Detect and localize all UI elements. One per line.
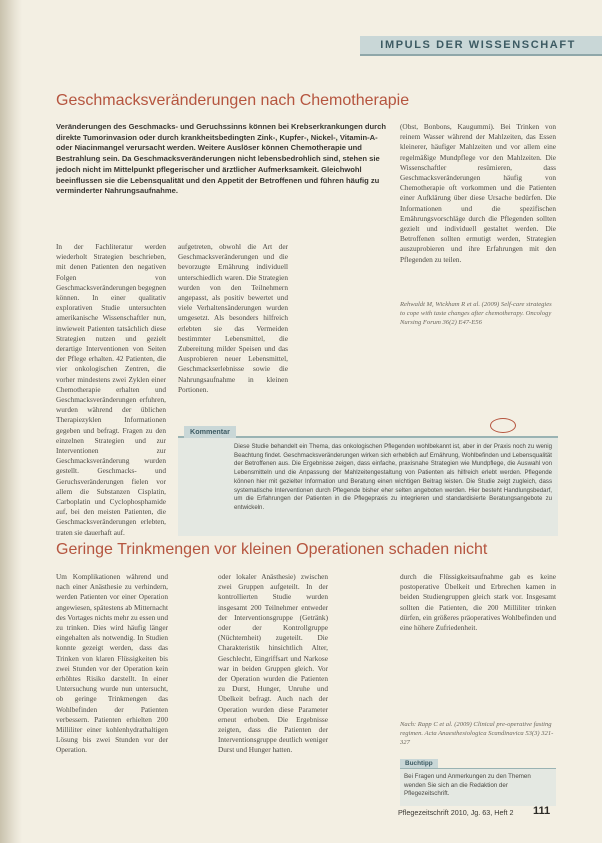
article1-lead: Veränderungen des Geschmacks- und Geruchssinns können bei Krebserkrankungen durch direkte Tumorinvasion oder durch krankheitsbedingten Zink-, Kupfer-, Nickel-, Vitamin-A- oder Niacinmangel verursacht werden. Weitere Auslöser können Chemotherapie und Bestrahlung sein. Da Geschmacksveränderungen nicht lebensbedrohlich sind, stehen sie jedoch nicht im Mittelpunkt pflegerischer und ärztlicher Aufmerksamkeit. Gleichwohl beeinflussen sie die Lebensqualität und den Appetit der Betroffenen und führen häufig zu verminderter Nahrungsaufnahme. <box>56 122 387 196</box>
article2-column-3: durch die Flüssigkeitsaufnahme gab es keine postoperative Übelkeit und Erbrechen kamen in beiden Studiengruppen gleich stark vor. Insgesamt sollten die Patienten, die 200 Milliliter trinken dürfen, ein größeres präoperatives Wohlbefinden und eine höhere Zufriedenheit. <box>400 572 556 633</box>
page-edge-shadow <box>0 0 22 843</box>
info-box-text: Bei Fragen und Anmerkungen zu den Themen wenden Sie sich an die Redaktion der Pflegezeitschrift. <box>404 773 531 798</box>
comment-label: Kommentar <box>184 426 236 438</box>
article1-column-3: (Obst, Bonbons, Kaugummi). Bei Trinken von reinem Wasser während der Mahlzeiten, das Essen kleinerer, häufiger Mahlzeiten und vor allem eine regelmäßige Mundpflege vor den Mahlzeiten. Die Wissenschaftler resümieren, dass Geschmacksveränderungen häufig von Chemotherapie oft vorkommen und die Patienten einer Aufklärung über diese Ursache bedürfen. Die Informationen und die spezifischen Ernährungsvorschläge durch die Pflegenden sollten gezielt und individuell gestaltet werden. Die Betroffenen sollten ermutigt werden, Strategien auszuprobieren und ihre Erfahrungen mit den Pflegenden zu teilen. <box>400 122 556 264</box>
article1-column-1: In der Fachliteratur werden wiederholt Strategien beschrieben, mit denen Patienten den negativen Folgen von Geschmacksveränderungen begegnen können. In einer qualitativ explorativen Studie untersuchten amerikanische Wissenschaftler nun, inwieweit Patienten tatsächlich diese Strategien nutzen und gezielt derartige Interventionen von Seiten der Pflege erhalten. 42 Patienten, die vier onkologischen Zentren, die vorher mindestens zwei Zyklen einer Chemotherapie erhalten und Geschmacksveränderungen erfuhren, wurden während der üblichen Therapiezyklen Informationen gegeben und befragt. Fragen zu den einzelnen Strategien und zur Interventionen zur Geschmacksveränderung wurden gestellt. Geschmacks- und Geruchsveränderungen fielen vor allem die Substanzen Cisplatin, Carboplatin und Cyclophosphamide auf, bei den meisten Patienten, die Geschmacksveränderungen erlebten, traten sie dauerhaft auf. <box>56 242 167 537</box>
journal-footer: Pflegezeitschrift 2010, Jg. 63, Heft 2 <box>398 808 514 817</box>
article1-citation: Rehwaldt M, Wickham R et al. (2009) Self-care strategies to cope with taste changes after chemotherapy. Oncology Nursing Forum 36(2) E47-E56 <box>400 301 552 326</box>
article2-column-2: oder lokaler Anästhesie) zwischen zwei Gruppen aufgeteilt. In der kontrollierten Studie wurden insgesamt 200 Teilnehmer entweder der Interventionsgruppe (Getränk) oder der Kontrollgruppe (Nüchternheit) zugeteilt. Die Charakteristik hinsichtlich Alter, Geschlecht, Eingriffsart und Narkose war in beiden Gruppen gleich. Vor der Operation wurden die Patienten zu Durst, Hunger, Unruhe und Übelkeit befragt. Auch nach der Operation wurden diese Parameter erneut erhoben. Die Ergebnisse zeigten, dass die Patienten der Interventionsgruppe deutlich weniger Durst und Hunger hatten. <box>218 572 328 755</box>
page-number: 111 <box>533 805 551 817</box>
info-box-header: Buchtipp <box>400 759 438 768</box>
article1-column-2: aufgetreten, obwohl die Art der Geschmacksveränderungen und die bevorzugte Ernährung individuell unterschiedlich waren. Die Strategien wurden von den Teilnehmern angepasst, als positiv bewertet und viele Verhaltensänderungen wurden umgesetzt. Als besonders hilfreich erlebten sie das Vermeiden bestimmter Lebensmittel, die Zubereitung milder Speisen und das Ausprobieren neuer Lebensmittel, Geschmackserlebnisse sowie die Nahrungsaufnahme in kleinen Portionen. <box>178 242 288 394</box>
info-box <box>400 760 556 806</box>
comment-text: Diese Studie behandelt ein Thema, das onkologischen Pflegenden wohlbekannt ist, aber in der Praxis noch zu wenig Beachtung findet. Geschmacksveränderungen wirken sich erheblich auf Ernährung, Wohlbefinden und Lebensqualität der Betroffenen aus. Die Ergebnisse zeigen, dass einfache, praxisnahe Strategien wie Mundpflege, die Auswahl von Lebensmitteln und die Anpassung der Mahlzeitengestaltung von Patienten als hilfreich erlebt werden. Pflegende können hier mit gezielter Information und Beratung einen wichtigen Beitrag leisten. Die Studie zeigt zugleich, dass systematische Interventionen durch Pflegende bisher eher selten angeboten werden. Hier besteht Handlungsbedarf, um die Erfahrungen der Patienten in die Pflegepraxis zu integrieren und standardisierte Beratungsangebote zu entwickeln. <box>234 443 552 511</box>
article2-column-1: Um Komplikationen während und nach einer Anästhesie zu verhindern, werden Patienten vor einer Operation angewiesen, spätestens ab Mitternacht des Vortages nichts mehr zu essen und zu trinken. Dies wird häufig länger eingehalten als notwendig. In Studien konnte gezeigt werden, dass das Trinken von klaren Flüssigkeiten bis zwei Stunden vor der Operation kein erhöhtes Risiko darstellt. In einer Untersuchung wurde nun untersucht, ob geringe Trinkmengen das Wohlbefinden der Patienten verbessern. Patienten erhielten 200 Milliliter einer kohlenhydrathaltigen Lösung bis zwei Stunden vor der Operation. <box>56 572 169 755</box>
section-header-band <box>360 36 602 56</box>
speech-bubble-icon <box>490 418 516 433</box>
article1-title: Geschmacksveränderungen nach Chemotherapie <box>56 92 410 109</box>
article2-citation: Nach: Rapp C et al. (2009) Clinical pre-operative fasting regimen. Acta Anaesthesiologica Scandinavica 53(3) 321-327 <box>400 721 554 746</box>
section-header: IMPULS DER WISSENSCHAFT <box>380 39 576 51</box>
article2-title: Geringe Trinkmengen vor kleinen Operationen schaden nicht <box>56 541 488 558</box>
comment-box <box>178 427 558 536</box>
